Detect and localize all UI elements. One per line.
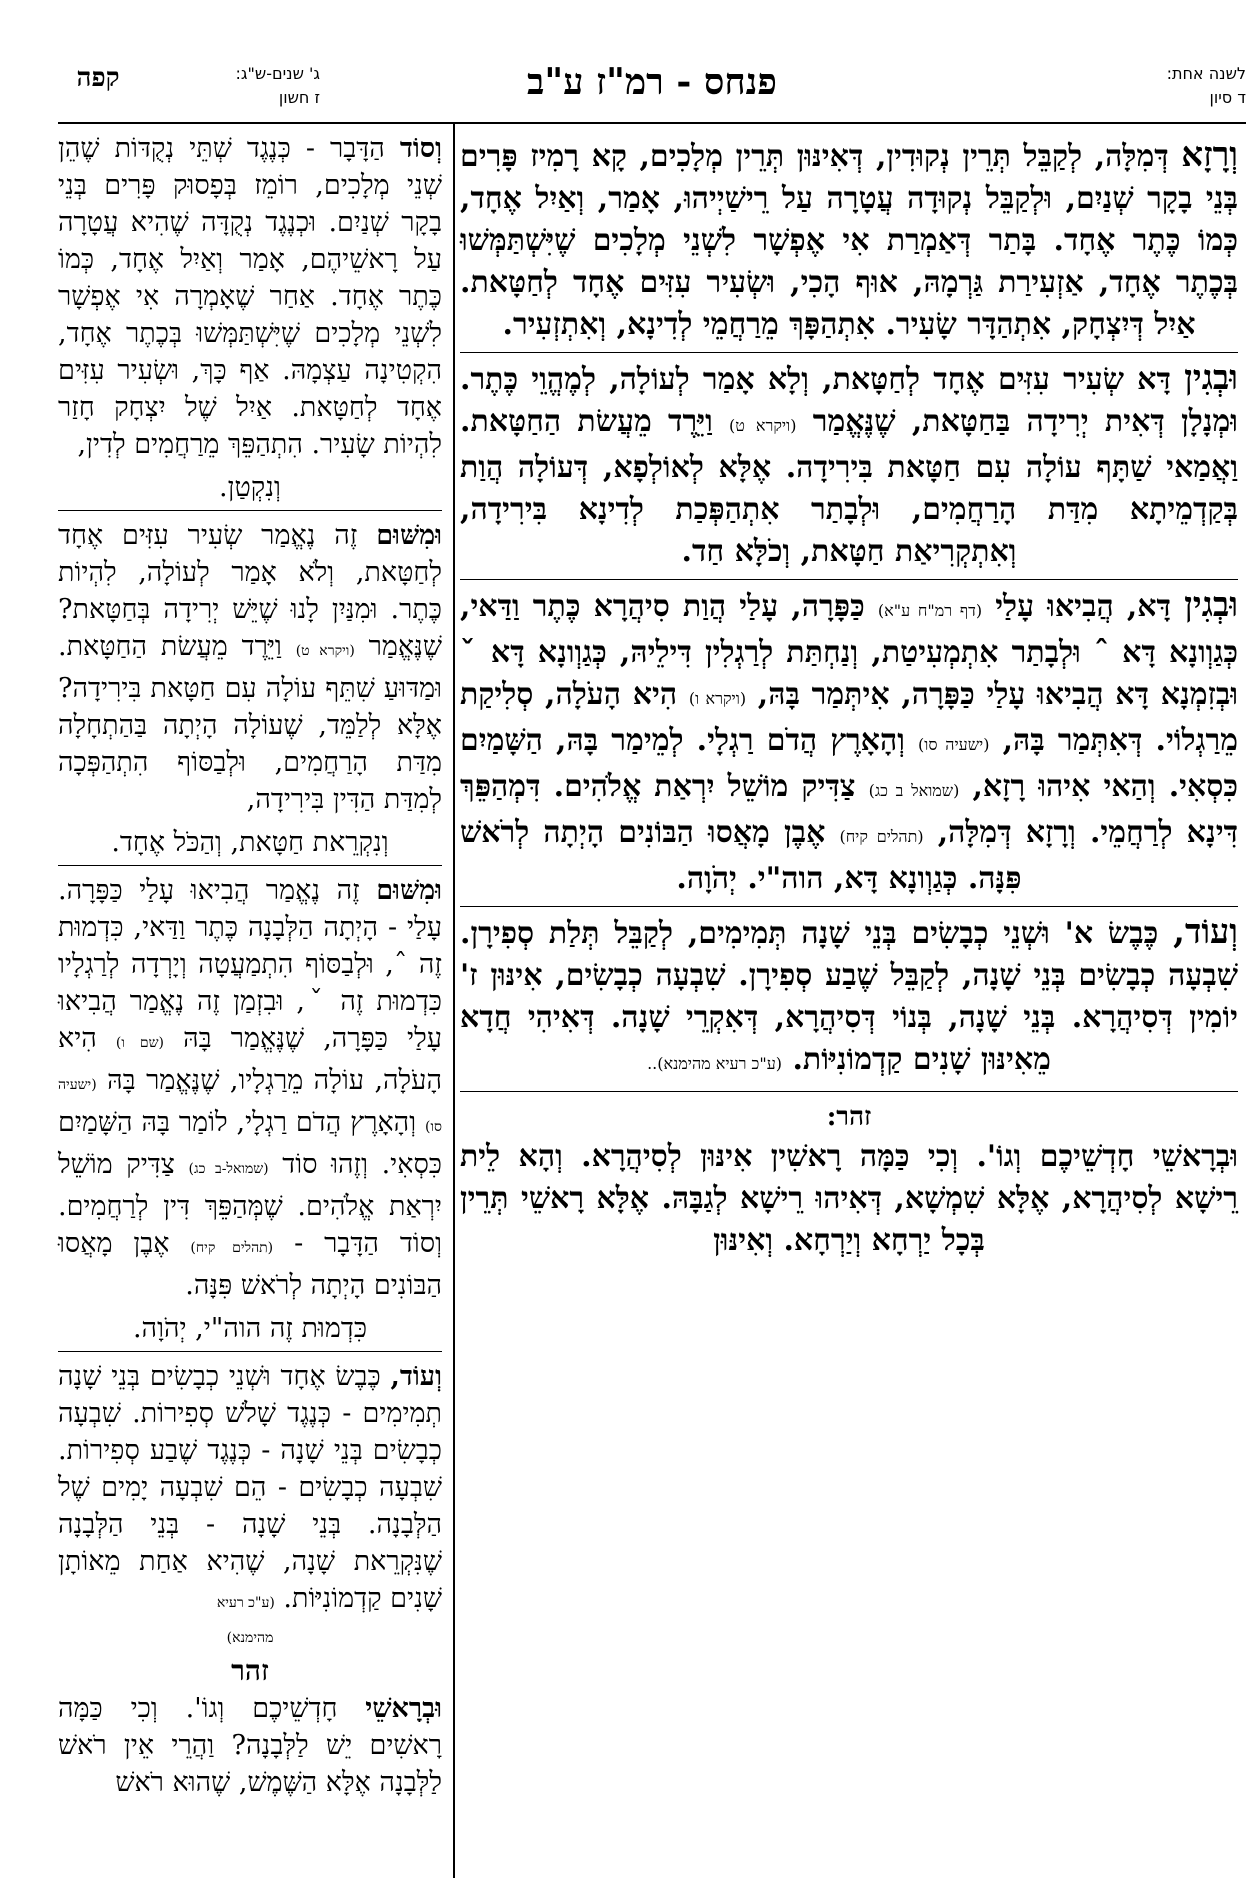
source-reference: (ע"כ רעיא מהימנא).. xyxy=(647,1054,783,1073)
main-text-column xyxy=(460,130,1238,1270)
source-reference: (ישעיה סו) xyxy=(58,1077,442,1135)
paragraph-lead-word: וּמִשּׁוּם xyxy=(376,520,442,551)
zohar-section-label: זהר: xyxy=(826,1102,872,1132)
source-reference: (ויקרא ו) xyxy=(688,689,747,708)
commentary-paragraph: וְעוֹד, כֶּבֶשׂ אֶחָד וּשְׁנֵי כְבָשִׂים בְּנֵי שָׁנָה תְמִימִים - כְּנֶגֶד שָׁלֹשׁ סְפִירוֹת. שִׁבְעָה כְבָשִׂים בְּנֵי שָׁנָה - כְּנֶגֶד שֶׁבַע סְפִירוֹת. שִׁבְעָה כְבָשִׂים - הֵם שִׁבְעָה יָמִים שֶׁל הַלְּבָנָה. בְּנֵי שָׁנָה - בְּנֵי הַלְּבָנָה שֶׁנִּקְרֵאת שָׁנָה, שֶׁהִיא אַחַת מֵאוֹתָן שָׁנִים קַדְמוֹנִיּוֹת. (ע"כ רעיא xyxy=(58,1361,442,1614)
paragraph-lead-word: וּבְגִין xyxy=(1184,358,1238,398)
zohar-section-title: זהר xyxy=(231,1654,269,1687)
schedule-label: ג' שנים-ש"ג: xyxy=(235,64,320,83)
source-reference: (שם ו) xyxy=(115,1035,165,1051)
source-reference: (ויקרא ט) xyxy=(295,643,355,659)
source-reference: (ישעיה סו) xyxy=(918,735,990,754)
schedule-date: ז חשון xyxy=(278,88,320,107)
source-reference: (שמואל ב כג) xyxy=(868,781,960,800)
paragraph-lead-word: וּבְגִין xyxy=(1184,585,1239,625)
source-reference: (שמואל-ב כג) xyxy=(188,1161,269,1177)
commentary-paragraph: וּמִשּׁוּם זֶה נֶאֱמַר הֲבִיאוּ עָלַי כַּפָּרָה. עָלַי - הָיְתָה הַלְּבָנָה כֶּתֶר וַדַּאי, כִּדְמוּת זֶה ˆ, וּלְבַסּוֹף הִתְמַעֲטָה וְיָרְדָה לְרַגְלָיו כִּדְמוּת זֶה ˇ, וּבִזְמַן זֶה נֶאֱמַר הֲבִיאוּ עָלַי כַּפָּרָה, שֶׁנֶּאֱמַר בָּהּ (שם ו) הִיא הָעֹלָה, עוֹלָה מֵרַגְלָיו, שֶׁנֶּאֱמַר בָּהּ (ישעיה סו) וְהָאָרֶץ הֲדֹם רַגְלָי, לוֹמַר בָּהּ הַשָּׁמַיִם כִּסְאִי. וְזֶהוּ סוֹד (שמואל-ב כג) צַדִּיק מוֹשֵׁל יִרְאַת אֱלֹהִים. שֶׁמְּהַפֵּךְ דִּין לְרַחֲמִים. וְסוֹד הַדָּבָר - (תהלים קיח) אֶבֶן מָאֲסוּ הַבּוֹנִים הָיְתָה לְרֹאשׁ פִּנָּה. xyxy=(58,875,443,1301)
commentary-source-end: מהימנא) xyxy=(226,1630,274,1646)
paragraph-lead-word: וּמִשּׁוּם xyxy=(376,875,442,906)
source-reference: (תהלים קיח) xyxy=(839,827,924,846)
page xyxy=(58,58,1246,1878)
main-paragraph: וּבְגִין דָּא שְׂעִיר עִזִּים אֶחָד לְחַטָּאת, וְלָא אָמַר לְעוֹלָה, לְמֶהֱוֵי כֶּתֶר. וּמְנָלָן דְּאִית יְרִידָה בַּחַטָּאת, שֶׁנֶּאֱמַר (ויקרא ט) וַיֵּרֶד מֵעֲשׂת הַחַטָּאת. וַאֲמַאי שַׁתָּף עוֹלָה עִם חַטָּאת בִּירִידָה. אֶלָּא לְאוֹלְפָא, דְּעוֹלָה הֲוַת בְּקַדְמֵיתָא מִדַּת הָרַחֲמִים, וּלְבָתַר אִתְהַפְּכַת לְדִינָא בִּירִידָה, וְאִתְקְרִיאַת חַטָּאת, וְכֹלָּא חַד. xyxy=(460,357,1238,580)
schedule-date: ד סיון xyxy=(1209,88,1246,107)
column-divider xyxy=(453,122,455,1878)
commentary-paragraph-end: וְנִקְטַן. xyxy=(58,469,442,511)
page-title: פנחס - רמ"ז ע"ב xyxy=(527,61,777,103)
paragraph-lead-word: וְעוֹד, xyxy=(390,1361,442,1392)
main-paragraph: וּבְגִין דָּא, הֲבִיאוּ עָלַי (דף רמ"ח ע"א) כַּפָּרָה, עָלַי הֲוַת סִיהֲרָא כֶּתֶר וַדַּאי, כְּגַוְונָא דָּא ˆ וּלְבָתַר אִתְמְעִיטַת, וְנַחְתַּת לְרַגְלִין דִּילֵיהּ, כְּגַוְונָא דָּא ˇ וּבְזִמְנָא דָּא הֲבִיאוּ עָלַי כַּפָּרָה, אִיתְּמַר בָּהּ, (ויקרא ו) הִיא הָעֹלָה, סְלִיקַת מֵרַגְלוֹי. דְּאִתְּמַר בָּהּ, (ישעיה סו) וְהָאָרֶץ הֲדֹם רַגְלָי. לְמֵימַר בָּהּ, הַשָּׁמַיִם כִּסְאִי. וְהַאי אִיהוּ רָזָא, (שמואל ב כג) צַדִּיק מוֹשֵׁל יִרְאַת אֱלֹהִים. דִּמְהַפֵּךְ דִּינָא לְרַחֲמֵי. וְרָזָא דְּמִלָּה, (תהלים קיח) אֶבֶן מָאֲסוּ הַבּוֹנִים הָיְתָה לְרֹאשׁ פִּנָּה. כְּגַוְונָא דָּא, הוה"י. יְהֹוָה. xyxy=(460,584,1238,907)
commentary-paragraph-end: וְנִקְרֵאת חַטָּאת, וְהַכֹּל אֶחָד. xyxy=(58,824,442,866)
header-schedule-one-year xyxy=(1036,62,1246,110)
page-header xyxy=(58,58,1246,122)
page-number: קפה xyxy=(76,63,120,93)
paragraph-lead-word: וְעוֹד, xyxy=(1173,912,1238,952)
main-paragraph: וְרָזָא דְּמִלָּה, לְקַבֵּל תְּרֵין נְקוּדִין, דְּאִינּוּן תְּרֵין מְלָכִים, קָא רָמִיז פָּרִים בְּנֵי בָקָר שְׁנַיִם, וּלְקַבֵּל נְקוּדָה עֲטָרָה עַל רֵישַׁיְיהוּ, אָמַר, וְאַיִל אֶחָד, כְּמוֹ כֶּתֶר אֶחָד. בָּתַר דְּאַמְרַת אִי אֶפְשָׁר לִשְׁנֵי מְלָכִים שֶׁיִּשְׁתַּמְּשׁוּ בְּכֶתֶר אֶחָד, אַזְעִירַת גַּרְמָהּ, אוּף הָכִי, וּשְׂעִיר עִזִּים אֶחָד לְחַטָּאת. אַיִל דְּיִצְחָק, אִתְהַדָּר שָׂעִיר. אִתְהַפָּךְ מֵרַחֲמֵי לְדִינָא, וְאִתְזְעִיר. xyxy=(460,134,1238,353)
zohar-large-text: וּבְרָאשֵׁי חָדְשֵׁיכֶם וְגוֹ'. וְכִי כַּמָּה רָאשִׁין אִינּוּן לְסִיהֲרָא. וְהָא לֵית רֵישָׁא לְסִיהֲרָא, אֶלָּא שִׁמְשָׁא, דְּאִיהוּ רֵישָׁא לְגַבָּהּ. אֶלָּא רָאשֵׁי תְּרֵין בְּכָל יַרְחָא וְיַרְחָא. וְאִינּוּן xyxy=(460,1139,1238,1258)
commentary-paragraph-end: כִּדְמוּת זֶה הוה"י, יְהֹוָה. xyxy=(58,1310,442,1352)
schedule-label: לשנה אחת: xyxy=(1166,64,1246,83)
commentary-paragraph: וְסוֹד הַדָּבָר - כְּנֶגֶד שְׁתֵּי נְקֻדּוֹת שֶׁהֵן שְׁנֵי מְלָכִים, רוֹמֵז בְּפָסוּק פָּרִים בְּנֵי בָקָר שְׁנַיִם. וּכְנֶגֶד נְקֻדָּה שֶׁהִיא עֲטָרָה עַל רָאשֵׁיהֶם, אָמַר וְאַיִל אֶחָד, כְּמוֹ כֶּתֶר אֶחָד. אַחַר שֶׁאָמְרָה אִי אֶפְשָׁר לִשְׁנֵי מְלָכִים שֶׁיִּשְׁתַּמְּשׁוּ בְּכֶתֶר אֶחָד, הִקְטִינָה עַצְמָהּ. אַף כָּךְ, וּשְׂעִיר עִזִּים אֶחָד לְחַטָּאת. אַיִל שֶׁל יִצְחָק חָזַר לִהְיוֹת שָׂעִיר. הִתְהַפֵּךְ מֵרַחֲמִים לְדִין, xyxy=(58,133,442,460)
header-divider xyxy=(58,122,1246,124)
header-schedule-three-years xyxy=(150,62,320,110)
paragraph-lead-word: וְרָזָא xyxy=(1181,135,1238,175)
paragraph-lead-word: וְסוֹד xyxy=(399,133,442,164)
commentary-paragraph: וּמִשּׁוּם זֶה נֶאֱמַר שְׂעִיר עִזִּים אֶחָד לְחַטָּאת, וְלֹא אָמַר לְעוֹלָה, לִהְיוֹת כֶּתֶר. וּמִנַּיִן לָנוּ שֶׁיֵּשׁ יְרִידָה בְּחַטָּאת? שֶׁנֶּאֱמַר (ויקרא ט) וַיֵּרֶד מֵעֲשׂת הַחַטָּאת. וּמַדּוּעַ שִׁתֵּף עוֹלָה עִם חַטָּאת בִּירִידָה? אֶלָּא לְלַמֵּד, שֶׁעוֹלָה הָיְתָה בַּהַתְחָלָה מִדַּת הָרַחֲמִים, וּלְבַסּוֹף הִתְהַפְּכָה לְמִדַּת הַדִּין בִּירִידָה, xyxy=(58,520,442,815)
commentary-paragraph: וּבְרָאשֵׁי חָדְשֵׁיכֶם וְגוֹ'. וְכִי כַּמָּה רָאשִׁים יֵשׁ לַלְּבָנָה? וַהֲרֵי אֵין רֹאשׁ לַלְּבָנָה אֶלָּא הַשֶּׁמֶשׁ, שֶׁהוּא רֹאשׁ xyxy=(58,1693,442,1798)
source-reference: (ע"כ רעיא xyxy=(216,1595,275,1611)
source-reference: (ויקרא ט) xyxy=(729,416,797,435)
commentary-column xyxy=(58,130,442,1807)
source-reference: (דף רמ"ח ע"א) xyxy=(877,601,983,620)
main-paragraph: וְעוֹד, כֶּבֶשׂ א' וּשְׁנֵי כְבָשִׂים בְּנֵי שָׁנָה תְּמִימִים, לְקַבֵּל תְּלַת סְפִירָן. שִׁבְעָה כְבָשִׂים בְּנֵי שָׁנָה, לְקַבֵּל שֶׁבַע סְפִירָן. שִׁבְעָה כְבָשִׂים, אִינּוּן ז' יוֹמִין דְּסִיהֲרָא. בְּנֵי שָׁנָה, בְּנוֹי דְּסִיהֲרָא, דְּאִקְרֵי שָׁנָה. דְּאִיהִי חֲדָא מֵאִינּוּן שָׁנִים קַדְמוֹנִיּוֹת. (ע"כ רעיא מהימנא).. xyxy=(460,911,1238,1092)
source-reference: (תהלים קיח) xyxy=(190,1240,274,1256)
paragraph-lead-word: וּבְרָאשֵׁי xyxy=(365,1693,442,1724)
